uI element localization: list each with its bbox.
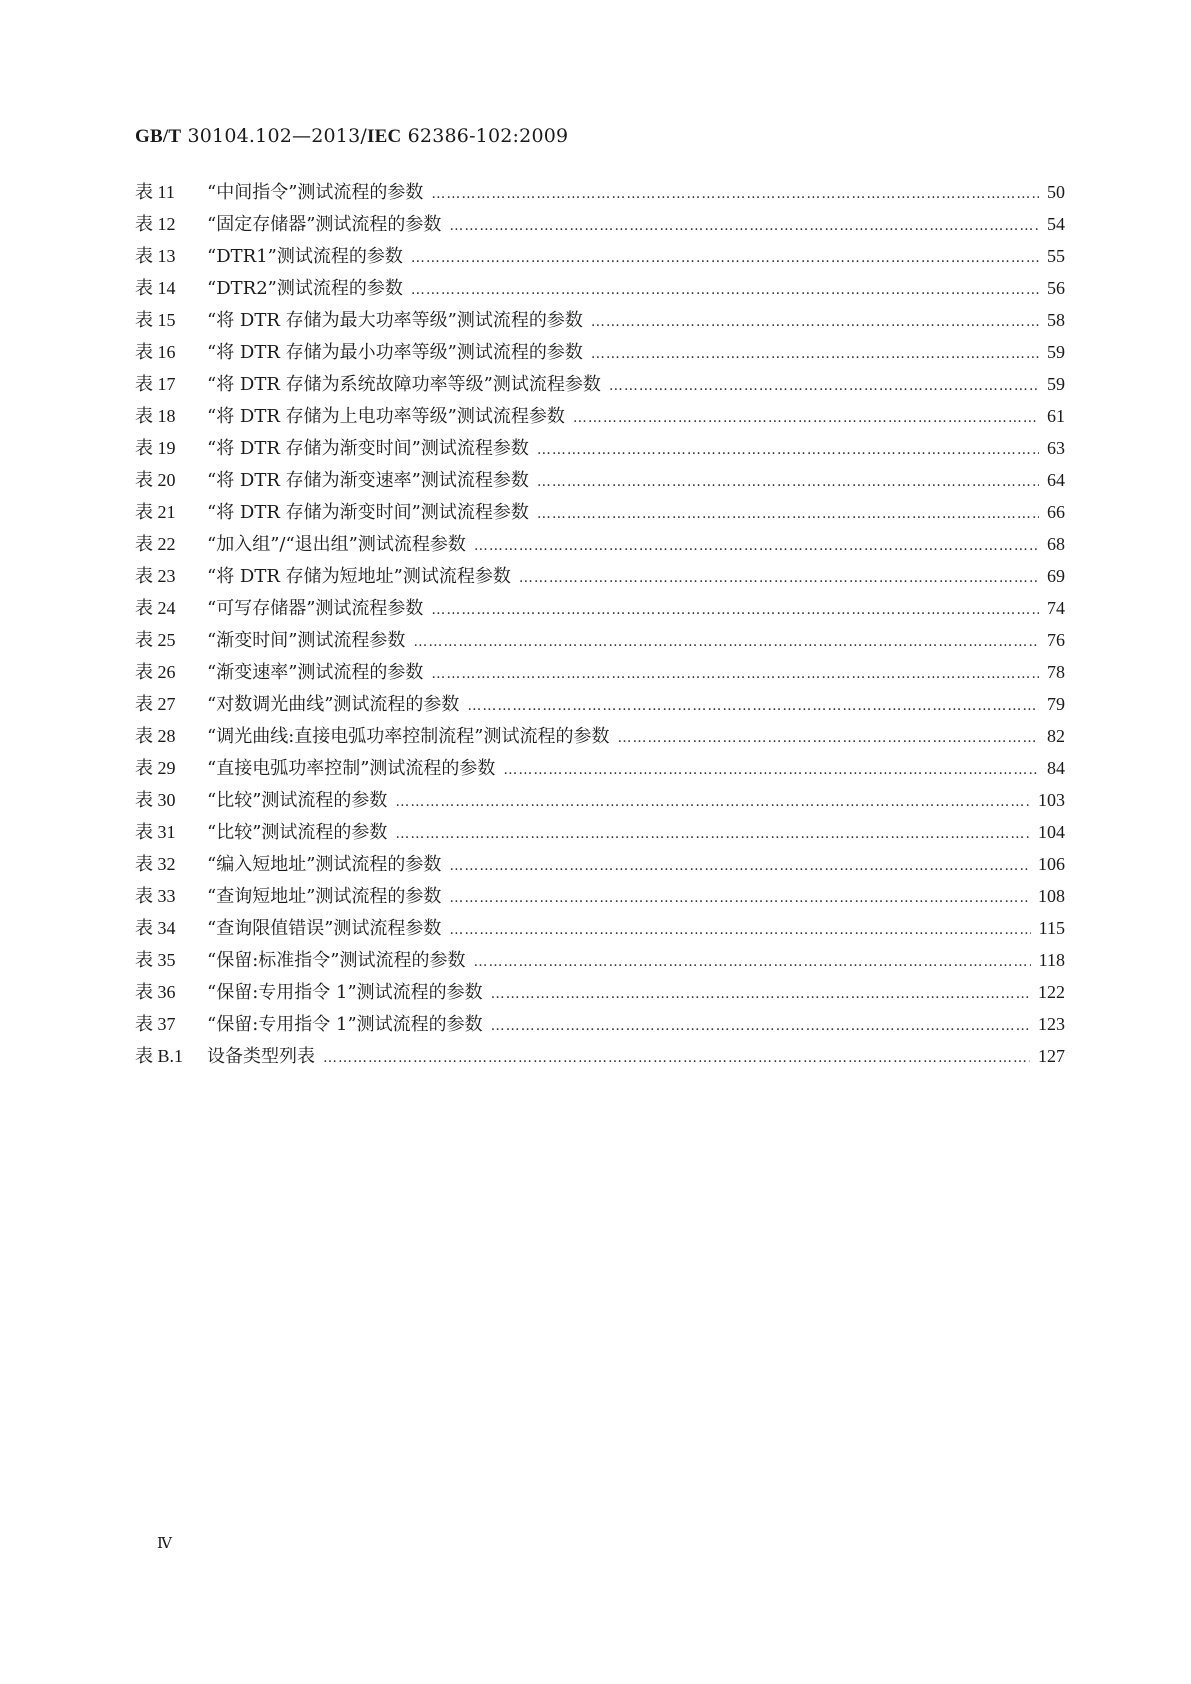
toc-entry-title: 设备类型列表 bbox=[207, 1046, 315, 1067]
toc-entry-title: “保留:专用指令 1”测试流程的参数 bbox=[207, 1014, 483, 1035]
toc-entry[interactable] bbox=[135, 562, 1065, 594]
toc-entry[interactable] bbox=[135, 850, 1065, 882]
toc-entry-page: 58 bbox=[1047, 310, 1065, 330]
toc-entry-page: 106 bbox=[1038, 854, 1065, 874]
toc-leader-dots bbox=[491, 986, 1030, 1002]
toc-entry-title: “查询限值错误”测试流程参数 bbox=[207, 918, 442, 939]
iec-number: 62386-102:2009 bbox=[407, 125, 569, 147]
toc-entry-number: 表 11 bbox=[135, 182, 175, 202]
toc-entry-title: “将 DTR 存储为渐变时间”测试流程参数 bbox=[207, 438, 529, 459]
toc-leader-dots bbox=[431, 666, 1039, 682]
toc-entry[interactable] bbox=[135, 338, 1065, 370]
toc-entry[interactable] bbox=[135, 818, 1065, 850]
toc-entry[interactable] bbox=[135, 882, 1065, 914]
toc-entry-page: 64 bbox=[1047, 470, 1065, 490]
toc-leader-dots bbox=[449, 922, 1030, 938]
toc-entry[interactable] bbox=[135, 242, 1065, 274]
toc-entry[interactable] bbox=[135, 754, 1065, 786]
toc-entry[interactable] bbox=[135, 1010, 1065, 1042]
toc-entry-page: 56 bbox=[1047, 278, 1065, 298]
toc-entry-number: 表 36 bbox=[135, 982, 176, 1002]
toc-entry-title: “将 DTR 存储为渐变速率”测试流程参数 bbox=[207, 470, 529, 491]
toc-entry[interactable] bbox=[135, 722, 1065, 754]
toc-entry-number: 表 34 bbox=[135, 918, 176, 938]
toc-leader-dots bbox=[449, 858, 1030, 874]
toc-entry-number: 表 14 bbox=[135, 278, 176, 298]
toc-entry-number: 表 24 bbox=[135, 598, 176, 618]
toc-leader-dots bbox=[431, 602, 1039, 618]
toc-entry-number: 表 28 bbox=[135, 726, 176, 746]
toc-entry-title: “可写存储器”测试流程参数 bbox=[207, 598, 424, 619]
toc-entry-title: “对数调光曲线”测试流程的参数 bbox=[207, 694, 460, 715]
toc-entry-page: 61 bbox=[1047, 406, 1065, 426]
toc-entry-number: 表 25 bbox=[135, 630, 176, 650]
toc-entry[interactable] bbox=[135, 786, 1065, 818]
toc-entry-number: 表 18 bbox=[135, 406, 176, 426]
page-number: Ⅳ bbox=[157, 1536, 172, 1552]
toc-entry[interactable] bbox=[135, 978, 1065, 1010]
toc-entry-title: “将 DTR 存储为短地址”测试流程参数 bbox=[207, 566, 511, 587]
toc-entry-title: “直接电弧功率控制”测试流程的参数 bbox=[207, 758, 496, 779]
toc-entry-title: “渐变时间”测试流程参数 bbox=[207, 630, 406, 651]
toc-entry[interactable] bbox=[135, 306, 1065, 338]
toc-entry-number: 表 31 bbox=[135, 822, 176, 842]
toc-entry[interactable] bbox=[135, 402, 1065, 434]
toc-entry-number: 表 21 bbox=[135, 502, 176, 522]
toc-leader-dots bbox=[609, 378, 1039, 394]
toc-leader-dots bbox=[519, 570, 1039, 586]
toc-entry-page: 59 bbox=[1047, 342, 1065, 362]
toc-entry-page: 50 bbox=[1047, 182, 1065, 202]
toc-entry-page: 84 bbox=[1047, 758, 1065, 778]
toc-entry-number: 表 15 bbox=[135, 310, 176, 330]
toc-entry-page: 69 bbox=[1047, 566, 1065, 586]
toc-leader-dots bbox=[395, 794, 1030, 810]
toc-entry-title: “中间指令”测试流程的参数 bbox=[207, 182, 424, 203]
toc-entry-number: 表 32 bbox=[135, 854, 176, 874]
toc-entry-number: 表 37 bbox=[135, 1014, 176, 1034]
toc-entry-title: “调光曲线:直接电弧功率控制流程”测试流程的参数 bbox=[207, 726, 610, 747]
standard-number: 30104.102—2013/ bbox=[187, 125, 367, 147]
toc-leader-dots bbox=[411, 282, 1039, 298]
toc-entry-page: 66 bbox=[1047, 502, 1065, 522]
toc-entry-number: 表 33 bbox=[135, 886, 176, 906]
toc-entry-page: 104 bbox=[1038, 822, 1065, 842]
toc-entry[interactable] bbox=[135, 1042, 1065, 1074]
toc-entry[interactable] bbox=[135, 434, 1065, 466]
toc-leader-dots bbox=[537, 442, 1039, 458]
toc-entry-page: 127 bbox=[1038, 1046, 1065, 1066]
toc-entry-title: “编入短地址”测试流程的参数 bbox=[207, 854, 442, 875]
toc-entry[interactable] bbox=[135, 946, 1065, 978]
toc-entry-title: “加入组”/“退出组”测试流程参数 bbox=[207, 534, 466, 555]
toc-entry-number: 表 27 bbox=[135, 694, 176, 714]
toc-entry-number: 表 B.1 bbox=[135, 1046, 184, 1066]
toc-leader-dots bbox=[537, 474, 1039, 490]
toc-leader-dots bbox=[474, 538, 1039, 554]
toc-entry-number: 表 35 bbox=[135, 950, 176, 970]
toc-entry-title: “固定存储器”测试流程的参数 bbox=[207, 214, 442, 235]
toc-leader-dots bbox=[467, 698, 1039, 714]
toc-entry[interactable] bbox=[135, 626, 1065, 658]
toc-entry-number: 表 26 bbox=[135, 662, 176, 682]
toc-entry-title: “将 DTR 存储为最小功率等级”测试流程的参数 bbox=[207, 342, 583, 363]
toc-entry[interactable] bbox=[135, 530, 1065, 562]
toc-entry-title: “将 DTR 存储为最大功率等级”测试流程的参数 bbox=[207, 310, 583, 331]
toc-entry-title: “保留:专用指令 1”测试流程的参数 bbox=[207, 982, 483, 1003]
toc-leader-dots bbox=[491, 1018, 1030, 1034]
toc-leader-dots bbox=[449, 890, 1030, 906]
toc-entry-title: “将 DTR 存储为上电功率等级”测试流程参数 bbox=[207, 406, 565, 427]
toc-leader-dots bbox=[573, 410, 1039, 426]
toc-entry-page: 54 bbox=[1047, 214, 1065, 234]
toc-entry-page: 63 bbox=[1047, 438, 1065, 458]
toc-entry-number: 表 30 bbox=[135, 790, 176, 810]
toc-leader-dots bbox=[395, 826, 1030, 842]
toc-entry-page: 78 bbox=[1047, 662, 1065, 682]
toc-entry-page: 118 bbox=[1038, 950, 1065, 970]
toc-entry-number: 表 13 bbox=[135, 246, 176, 266]
toc-entry-number: 表 16 bbox=[135, 342, 176, 362]
toc-entry[interactable] bbox=[135, 178, 1065, 210]
toc-entry-title: “DTR1”测试流程的参数 bbox=[207, 246, 403, 267]
toc-entry[interactable] bbox=[135, 690, 1065, 722]
toc-entry[interactable] bbox=[135, 594, 1065, 626]
toc-leader-dots bbox=[413, 634, 1039, 650]
toc-entry-title: “比较”测试流程的参数 bbox=[207, 822, 388, 843]
toc-leader-dots bbox=[617, 730, 1039, 746]
toc-entry-page: 74 bbox=[1047, 598, 1065, 618]
toc-entry-number: 表 17 bbox=[135, 374, 176, 394]
toc-entry-page: 59 bbox=[1047, 374, 1065, 394]
toc-entry-title: “查询短地址”测试流程的参数 bbox=[207, 886, 442, 907]
toc-entry-page: 115 bbox=[1038, 918, 1065, 938]
toc-entry[interactable] bbox=[135, 498, 1065, 530]
toc-entry-title: “渐变速率”测试流程的参数 bbox=[207, 662, 424, 683]
document-header bbox=[135, 125, 568, 148]
toc-entry[interactable] bbox=[135, 914, 1065, 946]
toc-entry-page: 82 bbox=[1047, 726, 1065, 746]
toc-entry-page: 79 bbox=[1047, 694, 1065, 714]
toc-entry-title: “DTR2”测试流程的参数 bbox=[207, 278, 403, 299]
table-of-contents bbox=[135, 178, 1065, 1074]
toc-entry-title: “将 DTR 存储为渐变时间”测试流程参数 bbox=[207, 502, 529, 523]
toc-entry[interactable] bbox=[135, 274, 1065, 306]
toc-leader-dots bbox=[503, 762, 1039, 778]
toc-entry-number: 表 22 bbox=[135, 534, 176, 554]
toc-entry-number: 表 20 bbox=[135, 470, 176, 490]
toc-entry-title: “比较”测试流程的参数 bbox=[207, 790, 388, 811]
iec-prefix: IEC bbox=[366, 126, 402, 147]
standard-prefix: GB/T bbox=[135, 126, 182, 147]
toc-leader-dots bbox=[591, 346, 1039, 362]
toc-entry-page: 76 bbox=[1047, 630, 1065, 650]
toc-entry[interactable] bbox=[135, 466, 1065, 498]
toc-leader-dots bbox=[473, 954, 1030, 970]
toc-entry[interactable] bbox=[135, 658, 1065, 690]
toc-leader-dots bbox=[449, 218, 1039, 234]
toc-leader-dots bbox=[411, 250, 1039, 266]
toc-entry-title: “保留:标准指令”测试流程的参数 bbox=[207, 950, 466, 971]
toc-entry-page: 123 bbox=[1038, 1014, 1065, 1034]
toc-entry-page: 122 bbox=[1038, 982, 1065, 1002]
toc-entry-number: 表 12 bbox=[135, 214, 176, 234]
toc-entry[interactable] bbox=[135, 210, 1065, 242]
toc-entry-title: “将 DTR 存储为系统故障功率等级”测试流程参数 bbox=[207, 374, 601, 395]
toc-entry-page: 68 bbox=[1047, 534, 1065, 554]
toc-entry-page: 103 bbox=[1038, 790, 1065, 810]
toc-leader-dots bbox=[323, 1050, 1030, 1066]
toc-entry-page: 55 bbox=[1047, 246, 1065, 266]
toc-entry-number: 表 29 bbox=[135, 758, 176, 778]
toc-entry-number: 表 19 bbox=[135, 438, 176, 458]
toc-leader-dots bbox=[431, 186, 1039, 202]
toc-leader-dots bbox=[537, 506, 1039, 522]
toc-entry-page: 108 bbox=[1038, 886, 1065, 906]
toc-entry[interactable] bbox=[135, 370, 1065, 402]
toc-entry-number: 表 23 bbox=[135, 566, 176, 586]
toc-leader-dots bbox=[591, 314, 1039, 330]
